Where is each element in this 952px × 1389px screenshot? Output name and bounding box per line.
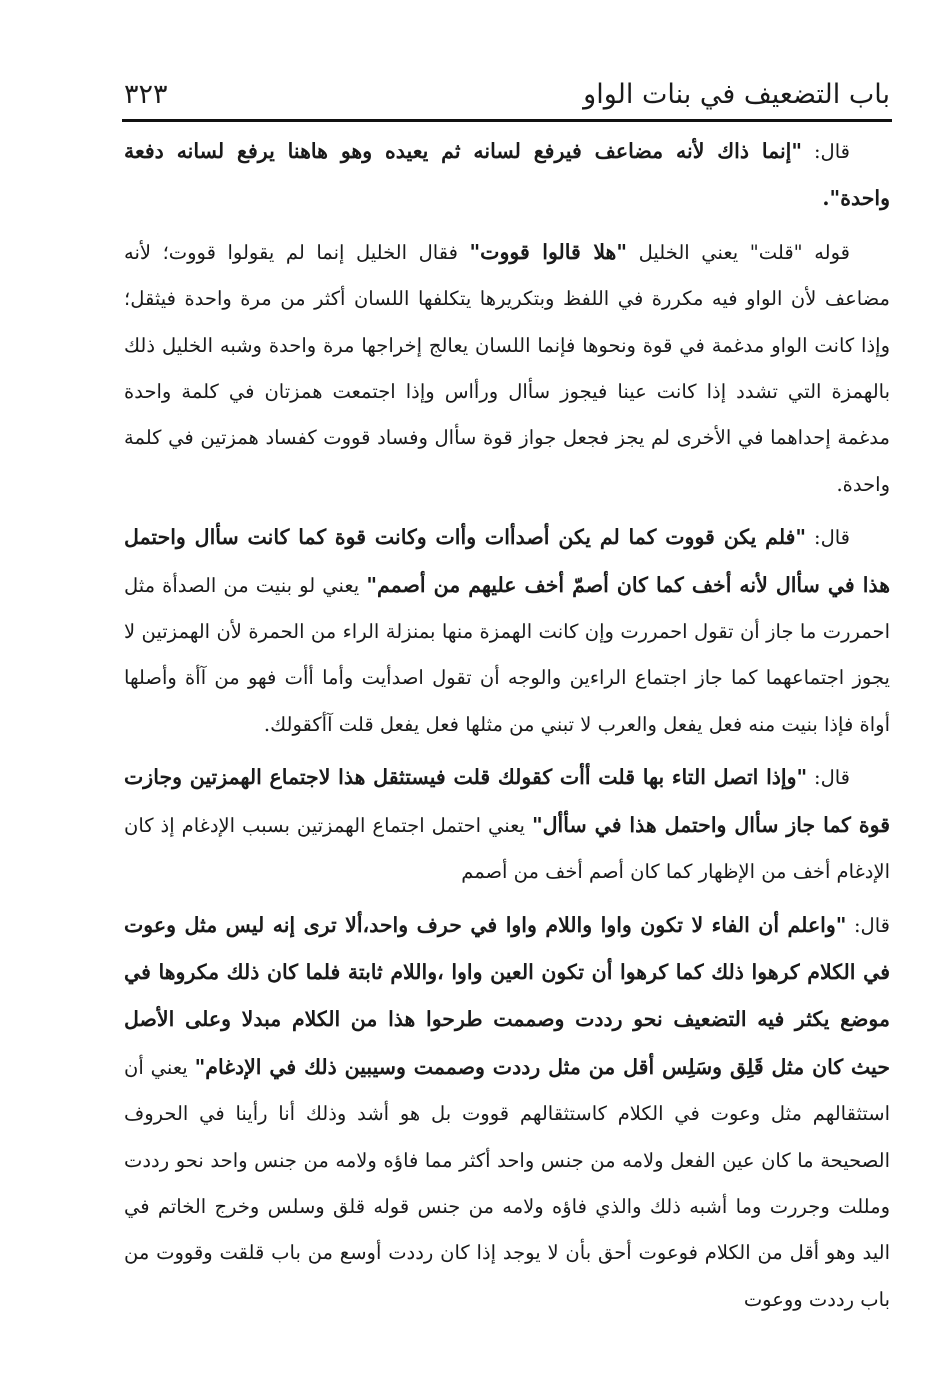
quoted-text: "وإذا اتصل التاء بها قلت أأت كقولك قلت فيستثقل هذا لاجتماع الهمزتين وجازت قوة كما جاز سأال واحتمل هذا في سأأل" (124, 765, 890, 837)
paragraph-lead: قال: (807, 766, 851, 790)
header-rule (122, 119, 892, 122)
paragraph-1 (124, 128, 890, 223)
paragraph-lead: قوله "قلت" يعني الخليل (627, 240, 851, 264)
page-number: ٣٢٣ (124, 79, 168, 110)
quoted-text: "إنما ذاك لأنه مضاعف فيرفع لسانه ثم يعيده وهو هاهنا يرفع لسانه دفعة واحدة". (124, 139, 890, 211)
paragraph-lead: قال: (806, 526, 851, 550)
commentary-text: يعني أن استثقالهم مثل وعوت في الكلام كاستثقالهم قووت بل هو أشد وذلك أنا رأينا في الحروف الصحيحة ما كان عين الفعل ولامه من جنس واحد أكثر مما فاؤه ولامه من جنس واحد نحو رددت ومللت وجررت وما أشبه ذلك والذي فاؤه ولامه من جنس قوله قلق وسلس وخرج الخاتم في اليد وهو أقل من الكلام فوعوت أحق بأن لا يوجد إذا كان رددت أوسع من باب قلقت وقووت من باب رددت ووعوت (124, 1055, 890, 1311)
quoted-text: "هلا قالوا قووت" (469, 239, 628, 264)
paragraph-lead: قال: (802, 140, 850, 163)
quoted-text: "واعلم أن الفاء لا تكون واوا واللام واوا في حرف واحد،ألا ترى إنه ليس مثل وعوت في الكلام كرهوا ذلك كما كرهوا أن تكون العين واوا ،واللام ثابتة فلما كان ذلك مكروها في موضع يكثر فيه التضعيف نحو رددت وصممت طرحوا هذا من الكلام مبدلا وعلى الأصل حيث كان مثل قَلِق وسَلِس أقل من مثل رددت وصممت وسيبين ذلك في الإدغام" (124, 912, 890, 1079)
body-text (124, 128, 890, 1373)
commentary-text: فقال الخليل إنما لم يقولوا قووت؛ لأنه مضاعف لأن الواو فيه مكررة في اللفظ وبتكريرها يتكلفها اللسان أكثر من مرة واحدة فيثقل؛ وإذا كانت الواو مدغمة في قوة ونحوها فإنما اللسان يعالج إخراجها مرة واحدة وشبه الخليل ذلك بالهمزة التي تشدد إذا كانت عينا فيجوز سأال ورأاس وإذا اجتمعت همزتان في كلمة واحدة مدغمة إحداهما في الأخرى لم يجز فجعل جواز قوة سأال وفساد قووت كفساد همزتين في كلمة واحدة. (124, 240, 890, 496)
paragraph-lead: قال: (846, 913, 890, 937)
paragraph-5 (124, 902, 890, 1324)
paragraph-2 (124, 229, 890, 508)
paragraph-3 (124, 514, 890, 748)
page-header (124, 72, 890, 112)
commentary-text: يعني احتمل اجتماع الهمزتين بسبب الإدغام إذ كان الإدغام أخف من الإظهار كما كان أصم أخف من أصمم (124, 813, 890, 884)
quoted-text: "فلم يكن قووت كما لم يكن أصدأات وأات وكانت قوة كما كانت سأال واحتمل هذا في سأال لأنه أخف كما كان أصمّ أخف عليهم من أصمم" (124, 525, 890, 597)
commentary-text: يعني لو بنيت من الصدأة مثل احمررت ما جاز أن تقول احمررت وإن كانت الهمزة منها بمنزلة الراء من الحمرة لأن الهمزتين لا يجوز اجتماعهما كما جاز اجتماع الراءين والوجه أن تقول اصدأيت وأما أأت فهو من آأة وأصلها أواة فإذا بنيت منه فعل يفعل والعرب لا تبني من مثلها فعل يفعل قلت آأكقولك. (124, 573, 890, 736)
running-title: باب التضعيف في بنات الواو (583, 79, 890, 110)
paragraph-4 (124, 754, 890, 895)
